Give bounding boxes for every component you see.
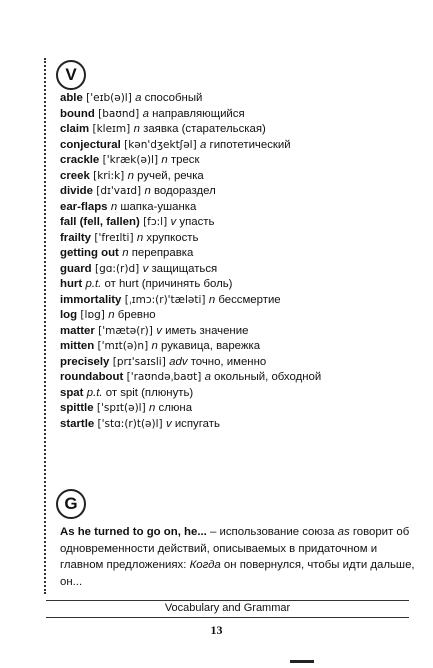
vocab-transcription: [ˌɪmɔ:(r)'tæləti] bbox=[121, 293, 209, 306]
vocab-transcription: [lɒg] bbox=[77, 309, 109, 321]
vocab-translation: направляющийся bbox=[148, 107, 245, 120]
vocab-translation: упасть bbox=[176, 216, 215, 228]
grammar-text: говорит об одновременности действий, описываемых в придаточном и главном предложениях: bbox=[60, 526, 410, 571]
vocab-transcription: ['mɪt(ə)n] bbox=[94, 340, 152, 352]
vocab-translation: испугать bbox=[171, 417, 220, 430]
vocab-entry bbox=[60, 417, 420, 433]
vocab-transcription: ['raʊndəˌbaʊt] bbox=[123, 371, 205, 383]
page-number: 13 bbox=[210, 623, 223, 637]
vocab-part-of-speech: v bbox=[165, 417, 172, 430]
vocab-entry bbox=[60, 324, 420, 340]
vocab-transcription: [prɪ'saɪsli] bbox=[109, 355, 170, 368]
vocab-entry bbox=[60, 339, 420, 355]
vocab-translation: точно, именно bbox=[187, 355, 267, 368]
vocab-word: log bbox=[60, 309, 78, 321]
vocab-entry bbox=[60, 91, 420, 107]
vocab-translation: хрупкость bbox=[143, 231, 199, 244]
vocab-word: conjectural bbox=[60, 138, 121, 151]
vocab-part-of-speech: a bbox=[142, 107, 149, 120]
vocab-word: precisely bbox=[60, 355, 110, 368]
vocab-entry bbox=[60, 293, 420, 309]
vocab-part-of-speech: n bbox=[151, 340, 158, 352]
vocab-part-of-speech: n bbox=[110, 200, 118, 213]
bottom-mark bbox=[290, 660, 314, 663]
vocab-translation: иметь значение bbox=[161, 324, 249, 337]
margin-dotted-rule bbox=[44, 58, 46, 594]
section-g-marker: G bbox=[56, 489, 86, 519]
vocab-part-of-speech: p.t. bbox=[85, 278, 102, 290]
vocab-word: creek bbox=[60, 169, 90, 182]
vocab-word: divide bbox=[60, 185, 93, 197]
vocab-entry bbox=[60, 308, 420, 324]
vocab-translation: от hurt (причинять боль) bbox=[101, 278, 233, 290]
vocab-transcription: [dɪ'vaɪd] bbox=[92, 185, 145, 197]
vocab-word: startle bbox=[60, 417, 95, 430]
grammar-text: – использование союза bbox=[206, 526, 338, 538]
vocab-word: frailty bbox=[60, 231, 92, 244]
vocab-word: hurt bbox=[60, 278, 83, 290]
vocab-part-of-speech: v bbox=[156, 324, 162, 337]
vocab-entry bbox=[60, 215, 420, 231]
vocab-part-of-speech: n bbox=[127, 169, 134, 182]
vocab-part-of-speech: n bbox=[144, 185, 151, 197]
vocab-word: guard bbox=[60, 262, 92, 275]
vocab-word: bound bbox=[60, 107, 95, 120]
vocab-translation: шапка-ушанка bbox=[117, 200, 197, 213]
vocabulary-list bbox=[60, 91, 420, 432]
vocab-part-of-speech: n bbox=[108, 309, 115, 321]
vocab-entry bbox=[60, 401, 420, 417]
vocab-part-of-speech: n bbox=[161, 154, 168, 166]
vocab-translation: заявка (старательская) bbox=[139, 123, 266, 135]
vocab-entry bbox=[60, 262, 420, 278]
grammar-text: он повернулся, чтобы идти дальше, он... bbox=[60, 559, 415, 588]
grammar-italic-term: Когда bbox=[189, 559, 221, 571]
vocab-word: crackle bbox=[60, 154, 100, 166]
vocab-part-of-speech: v bbox=[142, 262, 149, 275]
vocab-translation: треск bbox=[167, 154, 200, 166]
vocab-part-of-speech: n bbox=[122, 247, 129, 259]
vocab-part-of-speech: p.t. bbox=[86, 386, 103, 399]
vocab-word: ear-flaps bbox=[60, 200, 108, 213]
footer-title: Vocabulary and Grammar bbox=[164, 602, 291, 614]
vocab-entry bbox=[60, 169, 420, 185]
vocab-transcription: [baʊnd] bbox=[94, 107, 143, 120]
footer-rule bbox=[46, 617, 409, 618]
vocab-translation: слюна bbox=[155, 402, 193, 414]
vocab-part-of-speech: n bbox=[136, 231, 144, 244]
vocab-entry bbox=[60, 355, 420, 371]
vocab-transcription: [fɔ:l] bbox=[139, 216, 171, 228]
vocab-word: claim bbox=[60, 123, 90, 135]
vocab-word: spat bbox=[60, 386, 84, 399]
vocab-translation: способный bbox=[141, 92, 203, 104]
vocab-transcription: ['stɑ:(r)t(ə)l] bbox=[94, 417, 166, 430]
vocab-word: matter bbox=[60, 324, 95, 337]
vocab-translation: окольный, обходной bbox=[211, 371, 322, 383]
vocab-translation: защищаться bbox=[148, 262, 218, 275]
vocab-entry bbox=[60, 231, 420, 247]
vocab-word: fall (fell, fallen) bbox=[60, 216, 140, 228]
vocab-translation: от spit (плюнуть) bbox=[102, 386, 194, 399]
vocab-word: immortality bbox=[60, 293, 122, 306]
vocab-entry bbox=[60, 107, 420, 123]
section-v-marker: V bbox=[56, 60, 86, 90]
vocab-part-of-speech: n bbox=[208, 293, 216, 306]
vocab-translation: бессмертие bbox=[215, 293, 281, 306]
vocab-part-of-speech: a bbox=[200, 138, 207, 151]
vocab-entry bbox=[60, 370, 420, 386]
vocab-translation: водораздел bbox=[150, 185, 216, 197]
vocab-translation: переправка bbox=[128, 247, 194, 259]
vocab-word: mitten bbox=[60, 340, 95, 352]
grammar-note bbox=[60, 524, 420, 590]
vocab-word: able bbox=[60, 92, 83, 104]
vocab-part-of-speech: n bbox=[149, 402, 156, 414]
vocab-part-of-speech: a bbox=[204, 371, 211, 383]
vocab-entry bbox=[60, 138, 420, 154]
vocab-part-of-speech: a bbox=[135, 92, 142, 104]
vocab-transcription: ['eɪb(ə)l] bbox=[82, 92, 136, 104]
vocab-translation: ручей, речка bbox=[133, 169, 204, 182]
vocab-part-of-speech: adv bbox=[169, 355, 188, 368]
vocab-transcription: ['kræk(ə)l] bbox=[99, 154, 162, 166]
grammar-italic-term: as bbox=[337, 526, 350, 538]
vocab-entry bbox=[60, 184, 420, 200]
vocab-part-of-speech: n bbox=[133, 123, 140, 135]
vocab-transcription: [kri:k] bbox=[89, 169, 128, 182]
vocab-entry bbox=[60, 246, 420, 262]
vocab-word: roundabout bbox=[60, 371, 124, 383]
vocab-transcription: [kleɪm] bbox=[89, 123, 134, 135]
vocab-word: getting out bbox=[60, 247, 119, 259]
vocab-entry bbox=[60, 386, 420, 402]
vocab-translation: гипотетический bbox=[206, 138, 291, 151]
grammar-lead-phrase: As he turned to go on, he... bbox=[60, 526, 207, 538]
vocab-transcription: [kən'dʒektʃəl] bbox=[120, 138, 201, 151]
vocab-entry bbox=[60, 122, 420, 138]
vocab-entry bbox=[60, 200, 420, 216]
vocab-entry bbox=[60, 153, 420, 169]
vocab-translation: бревно bbox=[114, 309, 156, 321]
vocab-part-of-speech: v bbox=[170, 216, 177, 228]
vocab-translation: рукавица, варежка bbox=[157, 340, 261, 352]
vocab-word: spittle bbox=[60, 402, 94, 414]
vocab-transcription: ['mætə(r)] bbox=[94, 324, 157, 337]
vocab-entry bbox=[60, 277, 420, 293]
vocab-transcription: [gɑ:(r)d] bbox=[91, 262, 143, 275]
vocab-transcription: ['freɪlti] bbox=[91, 231, 137, 244]
vocab-transcription: ['spɪt(ə)l] bbox=[93, 402, 150, 414]
